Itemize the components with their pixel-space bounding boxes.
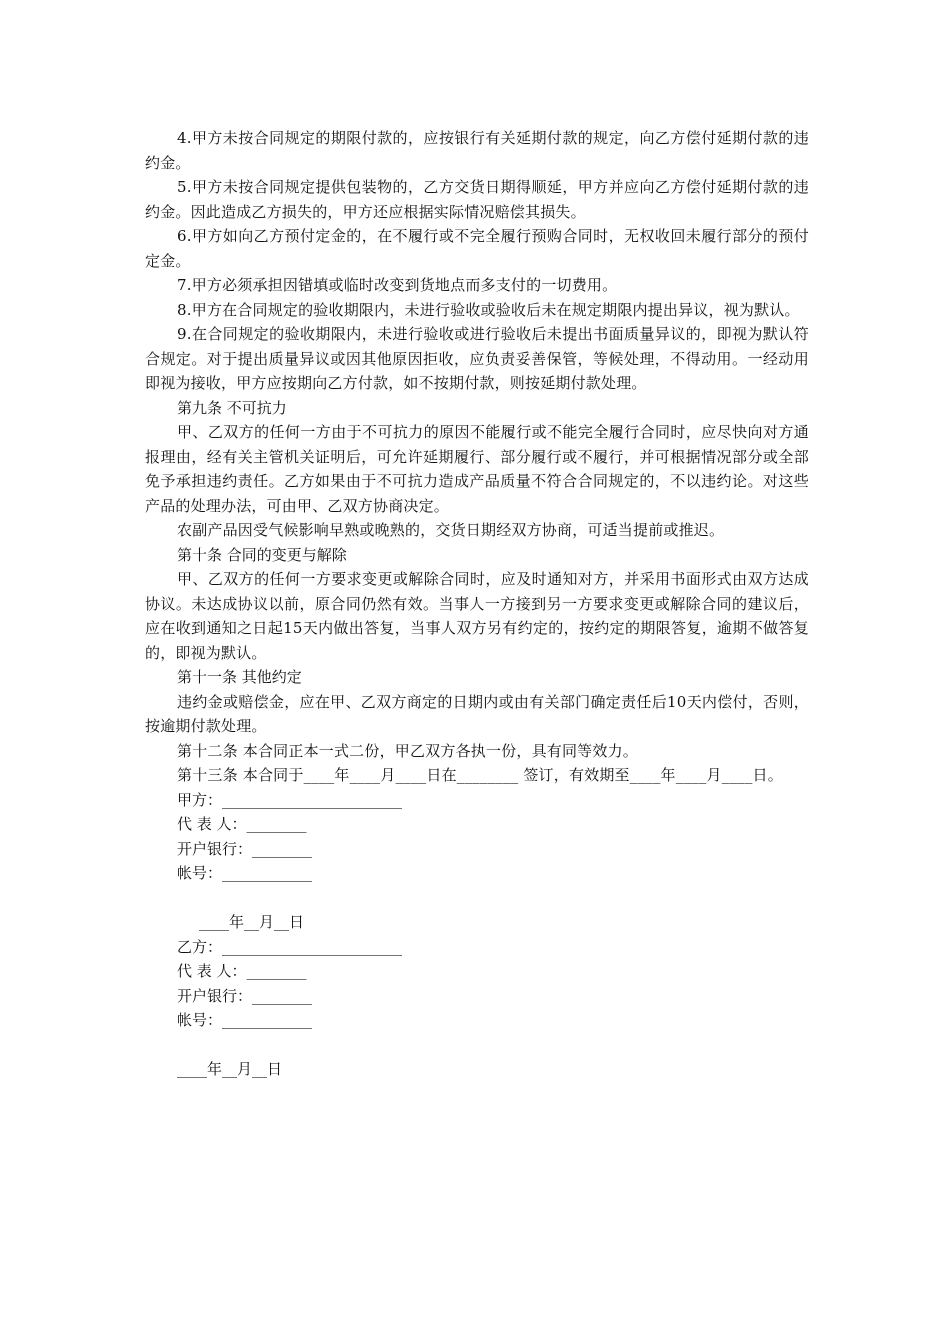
article-10-paragraph-1: 甲、乙双方的任何一方要求变更或解除合同时，应及时通知对方，并采用书面形式由双方达成协议。未达成协议以前，原合同仍然有效。当事人一方接到另一方要求变更或解除合同的建议后，应在收到通知之日起15天内做出答复，当事人双方另有约定的，按约定的期限答复，逾期不做答复的，即视为默认。 — [145, 570, 809, 662]
spacer — [145, 886, 809, 911]
party-a-date: ____年__月__日 — [199, 913, 305, 931]
article-13: 第十三条 本合同于____年____月____日在________ 签订，有效期至____年____月____日。 — [177, 766, 783, 784]
party-b-representative: 代 表 人：________ — [177, 962, 307, 980]
party-b-name: 乙方：________________________ — [177, 937, 403, 956]
article-10-heading: 第十条 合同的变更与解除 — [177, 545, 347, 564]
article-11-paragraph-1: 违约金或赔偿金，应在甲、乙双方商定的日期内或由有关部门确定责任后10天内偿付，否则，按逾期付款处理。 — [145, 692, 809, 735]
party-b-bank: 开户银行：________ — [177, 986, 313, 1005]
article-11-heading: 第十一条 其他约定 — [177, 668, 302, 686]
clause-4: 4.甲方未按合同规定的期限付款的，应按银行有关延期付款的规定，向乙方偿付延期付款的违约金。 — [145, 129, 809, 172]
spacer — [145, 1033, 809, 1058]
party-a-name: 甲方：________________________ — [177, 790, 403, 809]
article-9-heading: 第九条 不可抗力 — [177, 398, 287, 417]
party-a-representative: 代 表 人：________ — [177, 815, 307, 833]
clause-9: 9.在合同规定的验收期限内，未进行验收或进行验收后未提出书面质量异议的，即视为默认符合规定。对于提出质量异议或因其他原因拒收，应负责妥善保管，等候处理，不得动用。一经动用即视为接收，甲方应按期向乙方付款，如不按期付款，则按延期付款处理。 — [145, 325, 809, 392]
clause-5: 5.甲方未按合同规定提供包装物的，乙方交货日期得顺延，甲方并应向乙方偿付延期付款的违约金。因此造成乙方损失的，甲方还应根据实际情况赔偿其损失。 — [145, 178, 809, 221]
clause-8: 8.甲方在合同规定的验收期限内，未进行验收或验收后未在规定期限内提出异议，视为默认。 — [177, 300, 800, 319]
article-9-paragraph-1: 甲、乙双方的任何一方由于不可抗力的原因不能履行或不能完全履行合同时，应尽快向对方通报理由，经有关主管机关证明后，可允许延期履行、部分履行或不履行，并可根据情况部分或全部免予承担违约责任。乙方如果由于不可抗力造成产品质量不符合合同规定的，不以违约论。对这些产品的处理办法，可由甲、乙双方协商决定。 — [145, 423, 809, 515]
article-12: 第十二条 本合同正本一式二份，甲乙双方各执一份，具有同等效力。 — [177, 741, 638, 760]
contract-page — [145, 126, 809, 1082]
party-b-date: ____年__月__日 — [177, 1060, 283, 1078]
article-9-paragraph-2: 农副产品因受气候影响早熟或晚熟的，交货日期经双方协商，可适当提前或推迟。 — [177, 521, 725, 539]
clause-6: 6.甲方如向乙方预付定金的，在不履行或不完全履行预购合同时，无权收回未履行部分的预付定金。 — [145, 227, 809, 270]
clause-7: 7.甲方必须承担因错填或临时改变到货地点而多支付的一切费用。 — [177, 276, 618, 294]
party-a-bank: 开户银行：________ — [177, 839, 313, 858]
party-b-account: 帐号：____________ — [177, 1011, 313, 1029]
party-a-account: 帐号：____________ — [177, 864, 313, 882]
